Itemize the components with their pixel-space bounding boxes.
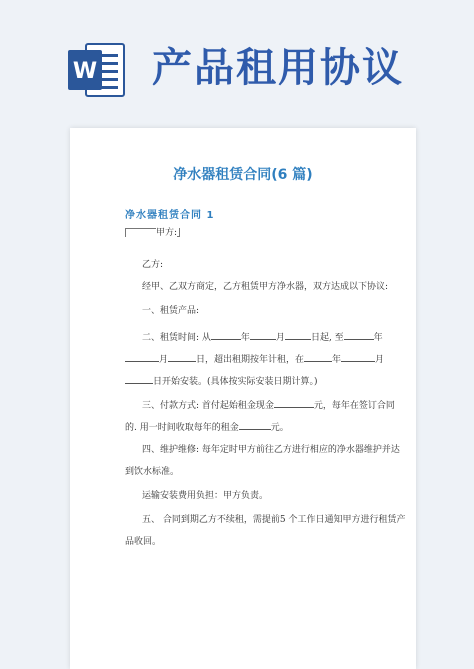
blank-day: [285, 330, 311, 340]
blank-install-month: [341, 352, 375, 362]
blank-install-year: [304, 352, 332, 362]
item-4-line-1: 四、维护维修: 每年定时甲方前往乙方进行相应的净水器维护并达: [142, 445, 400, 455]
item-2-line-2-text: 日，超出租期按年计租，在: [196, 355, 305, 365]
item-3-line-2-suffix: 元。: [270, 423, 289, 433]
blank-month: [250, 330, 276, 340]
party-a-line: [125, 227, 180, 239]
install-month-label: 月: [375, 355, 385, 365]
blank-install-day: [125, 374, 153, 384]
party-a-label: 甲方:: [156, 228, 178, 238]
document-title: 净水器租赁合同(6 篇): [173, 167, 313, 183]
blank-box-right: [177, 228, 180, 237]
blank-annual-rent: [239, 420, 271, 430]
item-4-line-2: 到饮水标准。: [125, 467, 180, 477]
item-5-line-2: 品收回。: [125, 537, 162, 547]
section-heading: 净水器租赁合同 1: [125, 210, 215, 221]
year-label: 年: [240, 333, 250, 343]
party-b-label: 乙方:: [142, 260, 164, 270]
item-1-rental-product: 一、租赁产品:: [142, 306, 200, 316]
item-2-line-1: [142, 330, 383, 344]
blank-end-day: [168, 352, 196, 362]
banner-title: 产品租用协议: [152, 45, 404, 91]
document-page: [70, 128, 416, 669]
word-logo-letter: W: [72, 59, 98, 84]
blank-box-left: [125, 228, 156, 237]
end-month-label: 月: [159, 355, 169, 365]
month-label: 月: [275, 333, 285, 343]
item-2-line-2: [125, 352, 384, 366]
blank-initial-rent: [274, 398, 314, 408]
end-year-label: 年: [373, 333, 383, 343]
item-3-line-1: [142, 398, 395, 412]
blank-end-year: [344, 330, 374, 340]
banner-header: [0, 0, 474, 130]
item-3-prefix: 三、付款方式: 首付起始租金现金: [142, 401, 274, 411]
blank-year: [211, 330, 241, 340]
day-start-label: 日起, 至: [310, 333, 344, 343]
install-fee-line: 运输安装费用负担：甲方负责。: [142, 491, 269, 501]
install-year-label: 年: [332, 355, 342, 365]
item-2-line-3: [125, 374, 318, 388]
item-5-line-1: 五、 合同到期乙方不续租，需提前5 个工作日通知甲方进行租赁产: [142, 515, 406, 525]
item-3-line-2: [125, 420, 289, 434]
item-2-prefix: 二、租赁时间: 从: [142, 333, 211, 343]
item-2-line-3-text: 日开始安装。(具体按实际安装日期计算。): [153, 377, 318, 387]
word-document-icon: [66, 40, 128, 100]
item-3-line-2-prefix: 的. 用一时间收取每年的租金: [125, 423, 239, 433]
intro-paragraph: 经甲、乙双方商定，乙方租赁甲方净水器，双方达成以下协议:: [142, 282, 389, 292]
blank-end-month: [125, 352, 159, 362]
item-3-suffix: 元，每年在签订合同: [313, 401, 395, 411]
